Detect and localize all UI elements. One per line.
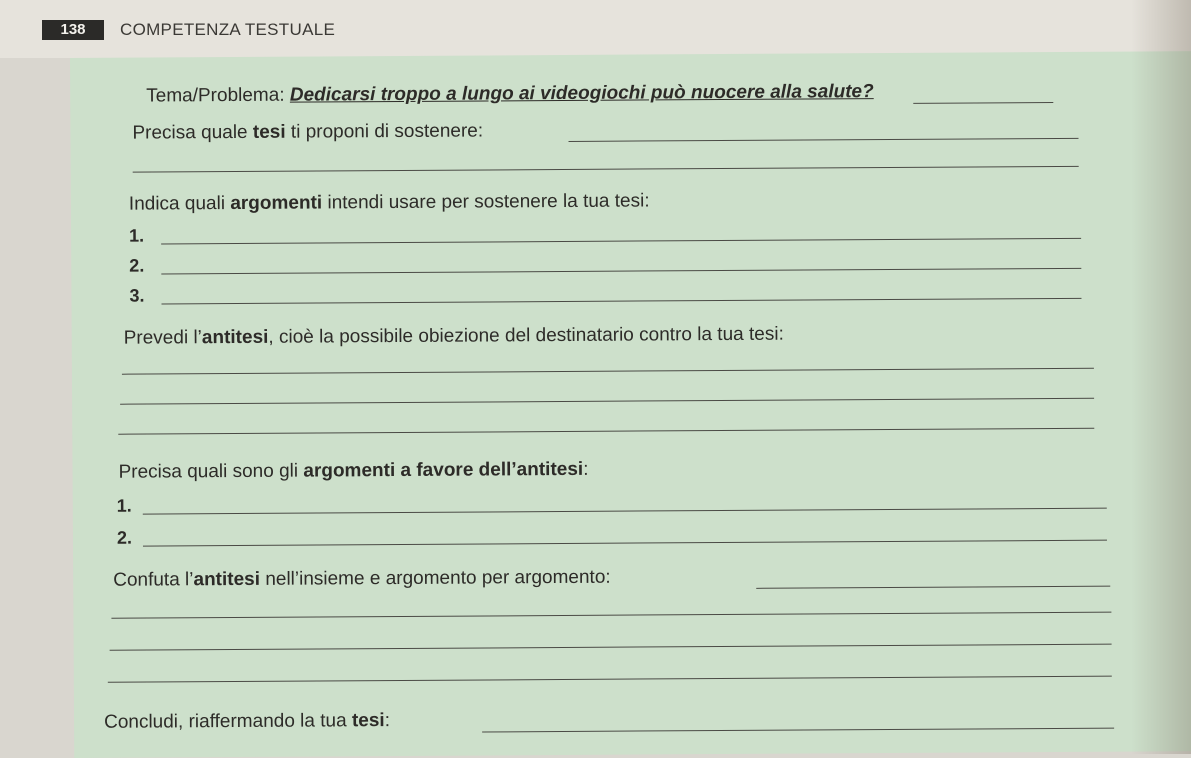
tesi-prompt — [132, 120, 483, 144]
confuta-line-3[interactable] — [108, 676, 1112, 683]
worksheet-box — [70, 51, 1191, 758]
tema-label: Tema/Problema: — [146, 84, 290, 107]
argomenti-suffix: intendi usare per sostenere la tua tesi: — [322, 190, 650, 214]
argomento-line-1[interactable] — [161, 238, 1081, 245]
antitesi-prefix: Prevedi l’ — [123, 327, 202, 349]
tema-answer-line[interactable] — [913, 102, 1053, 104]
favore-prompt — [118, 459, 588, 484]
concludi-suffix: : — [384, 710, 391, 732]
argomenti-prompt — [129, 190, 650, 215]
concludi-prompt — [104, 710, 390, 734]
argomento-number-2: 2. — [129, 255, 145, 276]
argomenti-prefix: Indica quali — [128, 193, 231, 215]
favore-number-2: 2. — [116, 527, 133, 548]
page-number: 138 — [42, 20, 104, 40]
page-header — [0, 0, 1191, 58]
confuta-suffix: nell’insieme e argomento per argomento: — [259, 566, 611, 590]
confuta-keyword: antitesi — [193, 568, 261, 591]
tema-text: Dedicarsi troppo a lungo ai videogiochi può nuocere alla salute? — [289, 81, 874, 106]
argomento-number-3: 3. — [129, 285, 145, 306]
confuta-line-1[interactable] — [111, 612, 1111, 619]
section-title: COMPETENZA TESTUALE — [120, 20, 336, 39]
antitesi-keyword: antitesi — [201, 326, 269, 349]
confuta-line-0[interactable] — [756, 586, 1110, 589]
argomento-line-3[interactable] — [162, 298, 1082, 305]
concludi-prefix: Concludi, riaffermando la tua — [103, 710, 352, 733]
argomento-number-1: 1. — [129, 225, 145, 246]
antitesi-prompt — [124, 324, 784, 350]
confuta-prompt — [113, 567, 611, 592]
antitesi-line-1[interactable] — [122, 368, 1094, 375]
favore-line-1[interactable] — [143, 508, 1107, 515]
favore-number-1: 1. — [116, 495, 132, 516]
tema-problema — [146, 81, 874, 107]
favore-prefix: Precisa quali sono gli — [118, 460, 304, 483]
tesi-answer-line-2[interactable] — [133, 166, 1079, 173]
tesi-answer-line-1[interactable] — [569, 138, 1079, 142]
argomenti-keyword: argomenti — [230, 192, 323, 215]
tesi-suffix: ti proponi di sostenere: — [285, 120, 484, 143]
confuta-prefix: Confuta l’ — [113, 569, 194, 591]
tesi-keyword: tesi — [252, 121, 286, 143]
antitesi-line-3[interactable] — [118, 428, 1094, 435]
argomento-line-2[interactable] — [161, 268, 1081, 275]
favore-keyword: argomenti a favore dell’antitesi — [303, 458, 584, 482]
confuta-line-2[interactable] — [110, 644, 1112, 651]
concludi-line[interactable] — [482, 728, 1114, 733]
antitesi-line-2[interactable] — [120, 398, 1094, 405]
favore-line-2[interactable] — [143, 540, 1107, 547]
antitesi-suffix: , cioè la possibile obiezione del destinatario contro la tua tesi: — [268, 323, 784, 348]
concludi-keyword: tesi — [351, 710, 385, 732]
favore-suffix: : — [583, 458, 589, 480]
tesi-prefix: Precisa quale — [132, 121, 253, 144]
